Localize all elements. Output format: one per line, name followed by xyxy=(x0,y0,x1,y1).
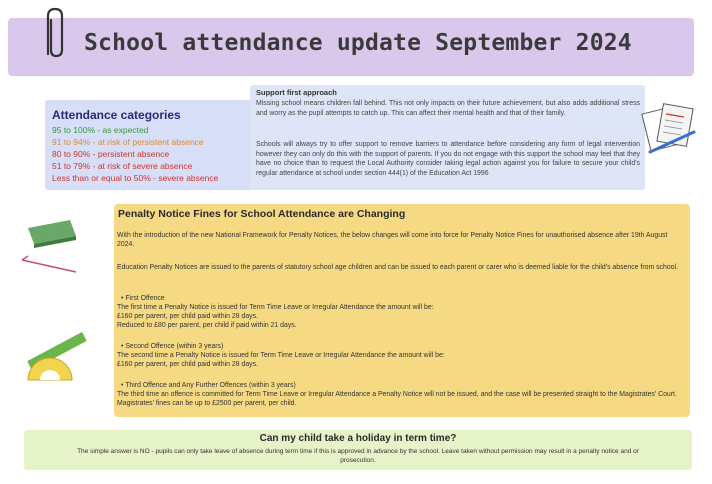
first-offence-title: • First Offence xyxy=(121,295,165,302)
ruler-protractor-icon xyxy=(20,332,94,384)
support-paragraph-1: Missing school means children fall behind. This not only impacts on their future achievement, but also adds additional stress and worry as the pupil attempts to catch up. This can affect their mental health and that of their family. xyxy=(256,100,640,117)
category-persistent: 80 to 90% - persistent absence xyxy=(52,149,170,159)
page-title: School attendance update September 2024 xyxy=(84,30,632,56)
category-severe: Less than or equal to 50% - severe absence xyxy=(52,173,219,183)
penalty-intro: With the introduction of the new National Framework for Penalty Notices, the below changes will come into force for Penalty Notice Fines for unauthorised absence after 19th August 2024. xyxy=(117,232,668,249)
documents-pen-icon xyxy=(640,100,702,158)
book-icon xyxy=(18,214,82,276)
holiday-text: The simple answer is NO - pupils can only take leave of absence during term time if this is approved in advance by the school. Leave taken without permission may result in a penalty notice and or prosecution. xyxy=(77,448,639,464)
penalty-notice-heading: Penalty Notice Fines for School Attendance are Changing xyxy=(118,208,406,220)
attendance-categories-heading: Attendance categories xyxy=(52,108,181,122)
category-at-risk-persistent: 91 to 94% - at risk of persistent absence xyxy=(52,137,204,147)
third-offence-description: The third time an offence is committed for Term Time Leave or Irregular Attendance a Penalty Notice will not be issued, and the case will be presented straight to the Magistrates' Court. Magistrates' fines can be up to £2500 per parent, per child. xyxy=(117,391,677,408)
first-offence-amount: £160 per parent, per child paid within 28 days. xyxy=(117,313,258,320)
holiday-heading: Can my child take a holiday in term time? xyxy=(259,433,457,444)
third-offence-title: • Third Offence and Any Further Offences (within 3 years) xyxy=(121,382,296,389)
category-at-risk-severe: 51 to 79% - at risk of severe absence xyxy=(52,161,193,171)
paperclip-icon xyxy=(38,6,72,60)
support-paragraph-2: Schools will always try to offer support to remove barriers to attendance before considering any form of legal intervention however they can only do this with the support of parents. If you do not engage with this support the school may feel that they have no choice than to request the Local Authority consider taking legal action against you for failure to secure your child's regular attendance at school under section 444(1) of the Education Act 1996 xyxy=(256,141,640,177)
first-offence-description: The first time a Penalty Notice is issued for Term Time Leave or Irregular Attendance the amount will be: xyxy=(117,304,434,311)
penalty-issued-text: Education Penalty Notices are issued to the parents of statutory school age children and can be issued to each parent or carer who is deemed liable for the child's absence from school. xyxy=(117,264,678,271)
second-offence-amount: £160 per parent, per child paid within 28 days. xyxy=(117,361,258,368)
first-offence-reduced-amount: Reduced to £80 per parent, per child if paid within 21 days. xyxy=(117,322,297,329)
second-offence-description: The second time a Penalty Notice is issued for Term Time Leave or Irregular Attendance the amount will be: xyxy=(117,352,445,359)
support-heading: Support first approach xyxy=(256,88,337,97)
second-offence-title: • Second Offence (within 3 years) xyxy=(121,343,224,350)
category-expected: 95 to 100% - as expected xyxy=(52,125,149,135)
